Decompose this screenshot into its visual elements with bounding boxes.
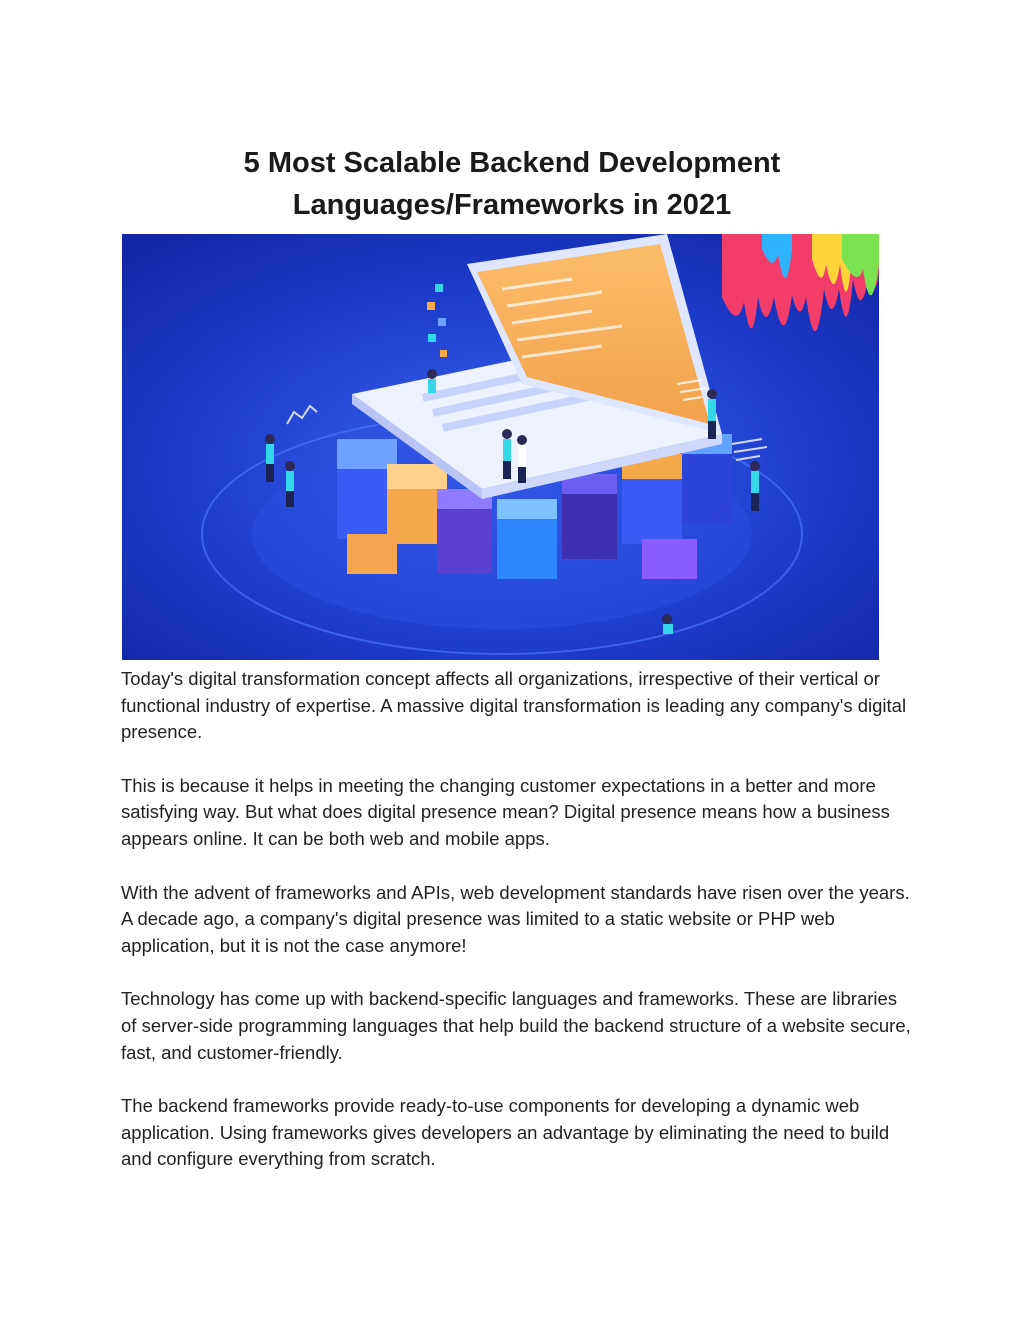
paragraph-1: Today's digital transformation concept affects all organizations, irrespective of their vertical or functional industry of expertise. A massive digital transformation is leading any company's digital presence.: [121, 668, 907, 743]
page-title: [0, 142, 1024, 226]
title-line-2: Languages/Frameworks in 2021: [292, 189, 732, 221]
paragraph-5: The backend frameworks provide ready-to-use components for developing a dynamic web application. Using frameworks gives developers an advantage by eliminating the need to build and configure everything from scratch.: [121, 1095, 890, 1170]
laptop-illustration-icon: [122, 234, 879, 660]
hero-illustration: [122, 234, 879, 660]
paragraph-4: Technology has come up with backend-specific languages and frameworks. These are libraries of server-side programming languages that help build the backend structure of a website secure, fast, and customer-friendly.: [121, 988, 911, 1063]
paragraph-3: With the advent of frameworks and APIs, web development standards have risen over the years. A decade ago, a company's digital presence was limited to a static website or PHP web application, but it is not the case anymore!: [121, 881, 910, 956]
title-line-1: 5 Most Scalable Backend Development: [243, 147, 781, 179]
paragraph-2: This is because it helps in meeting the changing customer expectations in a better and more satisfying way. But what does digital presence mean? Digital presence means how a business appears online. It can be both web and mobile apps.: [121, 774, 890, 849]
article-body: [121, 666, 911, 1200]
